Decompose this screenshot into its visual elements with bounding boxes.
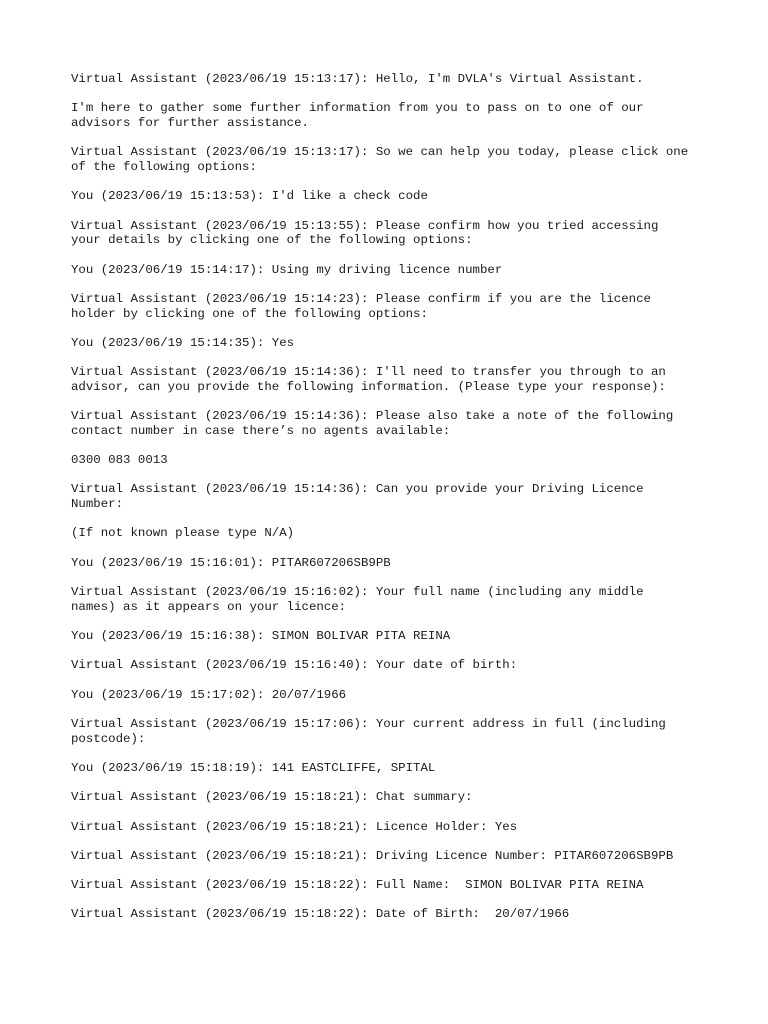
transcript-line-user-licence: You (2023/06/19 15:16:01): PITAR607206SB9PB — [71, 555, 391, 570]
transcript-line-summary-name: Virtual Assistant (2023/06/19 15:18:22): Full Name: SIMON BOLIVAR PITA REINA — [71, 878, 644, 893]
transcript-line-name-prompt: Virtual Assistant (2023/06/19 15:16:02): Your full name (including any middle names) as it appears on your licence: — [71, 585, 644, 614]
transcript-line-transfer-notice: Virtual Assistant (2023/06/19 15:14:36): I'll need to transfer you through to an advisor, can you provide the following information. (Please type your response): — [71, 365, 666, 394]
transcript-line-greeting: Virtual Assistant (2023/06/19 15:13:17): Hello, I'm DVLA's Virtual Assistant. — [71, 72, 644, 86]
transcript-line-summary-licence: Virtual Assistant (2023/06/19 15:18:21): Driving Licence Number: PITAR607206SB9PB — [71, 848, 674, 863]
transcript-line-licence-hint: (If not known please type N/A) — [71, 526, 295, 541]
transcript-line-options-prompt: Virtual Assistant (2023/06/19 15:13:17): So we can help you today, please click one of the following options: — [71, 145, 689, 174]
transcript-line-access-prompt: Virtual Assistant (2023/06/19 15:13:55): Please confirm how you tried accessing your details by clicking one of the following options: — [71, 218, 659, 248]
transcript-line-holder-prompt: Virtual Assistant (2023/06/19 15:14:23): Please confirm if you are the licence holder by clicking one of the following options: — [71, 291, 651, 321]
transcript-line-user-check-code: You (2023/06/19 15:13:53): I'd like a check code — [71, 189, 428, 204]
transcript-line-user-address: You (2023/06/19 15:18:19): 141 EASTCLIFFE, SPITAL — [71, 760, 436, 775]
transcript-line-summary-heading: Virtual Assistant (2023/06/19 15:18:21): Chat summary: — [71, 790, 473, 805]
transcript-line-summary-dob: Virtual Assistant (2023/06/19 15:18:22): Date of Birth: 20/07/1966 — [71, 907, 570, 922]
transcript-line-contact-note: Virtual Assistant (2023/06/19 15:14:36): Please also take a note of the following contact number in case there’s no agents available: — [71, 409, 674, 438]
transcript-line-user-holder-yes: You (2023/06/19 15:14:35): Yes — [71, 335, 295, 350]
transcript-line-dob-prompt: Virtual Assistant (2023/06/19 15:16:40): Your date of birth: — [71, 658, 518, 673]
transcript-line-user-access-method: You (2023/06/19 15:14:17): Using my driving licence number — [71, 262, 503, 277]
chat-transcript — [71, 72, 711, 937]
transcript-line-user-name: You (2023/06/19 15:16:38): SIMON BOLIVAR PITA REINA — [71, 629, 451, 644]
transcript-line-user-dob: You (2023/06/19 15:17:02): 20/07/1966 — [71, 687, 347, 702]
transcript-line-address-prompt: Virtual Assistant (2023/06/19 15:17:06): Your current address in full (including postcode): — [71, 716, 666, 746]
transcript-line-licence-prompt: Virtual Assistant (2023/06/19 15:14:36): Can you provide your Driving Licence Number: — [71, 482, 644, 512]
transcript-line-intro: I'm here to gather some further information from you to pass on to one of our advisors for further assistance. — [71, 101, 644, 130]
contact-phone-number: 0300 083 0013 — [71, 453, 168, 468]
transcript-line-summary-holder: Virtual Assistant (2023/06/19 15:18:21): Licence Holder: Yes — [71, 819, 518, 834]
